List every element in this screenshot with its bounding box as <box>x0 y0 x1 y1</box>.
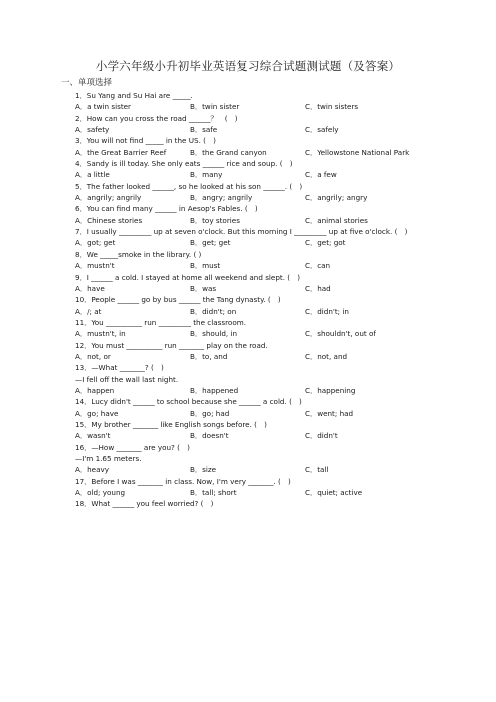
question-text: —What _______? ( ) <box>91 363 164 373</box>
question-number: 6． <box>75 204 87 214</box>
question-text: The father looked ______, so he looked at his son ______. ( ) <box>86 181 303 191</box>
option-c: C．get; got <box>305 238 346 248</box>
option-a: A．/; at <box>75 306 102 316</box>
question-list <box>75 90 435 510</box>
question-line <box>75 158 435 169</box>
option-b: B．should, in <box>190 329 238 339</box>
question-text: Lucy didn't ______ to school because she ______ a cold. ( ) <box>91 397 302 407</box>
options-row <box>75 328 435 339</box>
options-row <box>75 169 435 180</box>
option-c: C．a few <box>305 170 337 180</box>
option-a: A．a little <box>75 170 110 180</box>
question-number: 14． <box>75 397 92 407</box>
question-number: 10． <box>75 295 92 305</box>
option-c: C．angrily; angry <box>305 193 368 203</box>
option-a: A．not, or <box>75 351 111 361</box>
question-text: You __________ run _________ the classroom. <box>91 317 247 327</box>
option-c: C．didn't <box>305 431 338 441</box>
options-row <box>75 351 435 362</box>
question-line <box>75 419 435 430</box>
option-a: A．Chinese stories <box>75 215 143 225</box>
option-c: C．happening <box>305 385 356 395</box>
question-line <box>75 396 435 407</box>
question-line <box>75 135 435 146</box>
options-row <box>75 101 435 112</box>
options-row <box>75 237 435 248</box>
question-number: 16． <box>75 442 92 452</box>
option-c: C．Yellowstone National Park <box>305 147 410 157</box>
question-text: I ______ a cold. I stayed at home all weekend and slept. ( ) <box>86 272 301 282</box>
option-c: C．safely <box>305 125 339 135</box>
options-row <box>75 408 435 419</box>
page-title: 小学六年级小升初毕业英语复习综合试题测试题（及答案） <box>95 59 401 73</box>
question-number: 9． <box>75 272 87 282</box>
question-text: We _____smoke in the library. ( ) <box>86 249 202 259</box>
option-a: A．go; have <box>75 408 119 418</box>
question-text: My brother _______ like English songs before. ( ) <box>91 419 267 429</box>
question-line <box>75 226 435 237</box>
option-a: A．mustn't, in <box>75 329 126 339</box>
question-number: 1． <box>75 91 87 100</box>
question-text: —How _______ are you? ( ) <box>91 442 190 452</box>
option-a: A．angrily; angrily <box>75 193 142 203</box>
question-line <box>75 113 435 124</box>
option-a: A．heavy <box>75 465 109 475</box>
options-row <box>75 464 435 475</box>
question-number: 5． <box>75 181 87 191</box>
option-b: B．go; had <box>190 408 230 418</box>
option-b: B．the Grand canyon <box>190 147 267 157</box>
question-line <box>75 476 435 487</box>
options-row <box>75 260 435 271</box>
option-a: A．old; young <box>75 488 126 498</box>
question-number: 7． <box>75 227 87 237</box>
options-row <box>75 306 435 317</box>
question-line <box>75 249 435 260</box>
question-text: Sandy is ill today. She only eats ______ rice and soup. ( ) <box>86 159 293 169</box>
option-b: B．to, and <box>190 351 228 361</box>
question-line <box>75 317 435 328</box>
option-a: A．the Great Barrier Reef <box>75 147 167 157</box>
option-c: C．didn't; in <box>305 306 349 316</box>
options-row <box>75 487 435 498</box>
option-c: C．quiet; active <box>305 488 363 498</box>
question-line <box>75 498 435 509</box>
question-line <box>75 90 435 101</box>
question-line <box>75 362 435 373</box>
question-line <box>75 181 435 192</box>
dialogue-line: —I fell off the wall last night. <box>75 374 179 384</box>
question-line <box>75 272 435 283</box>
option-b: B．happened <box>190 385 239 395</box>
option-c: C．not, and <box>305 351 348 361</box>
question-text: You must __________ run _______ play on the road. <box>91 340 268 350</box>
question-number: 13． <box>75 363 92 373</box>
options-row <box>75 385 435 396</box>
question-text: Before I was _______ in class. Now, I'm very _______. ( ) <box>91 476 291 486</box>
option-b: B．get; get <box>190 238 231 248</box>
option-c: C．tall <box>305 465 329 475</box>
option-c: C．had <box>305 283 331 293</box>
question-number: 15． <box>75 419 92 429</box>
question-text: Su Yang and Su Hai are _____. <box>86 91 193 100</box>
option-b: B．doesn't <box>190 431 229 441</box>
option-a: A．got; get <box>75 238 116 248</box>
question-text: I usually _________ up at seven o'clock. But this morning I _________ up at five o'clock. ( ) <box>86 227 408 237</box>
question-text: You can find many ______ in Aesop's Fables. ( ) <box>86 204 258 214</box>
dialogue-line: —I'm 1.65 meters. <box>75 454 142 463</box>
section-heading: 一、单项选择 <box>61 78 113 88</box>
option-b: B．safe <box>190 125 218 135</box>
options-row <box>75 192 435 203</box>
option-c: C．twin sisters <box>305 102 359 112</box>
option-b: B．tall; short <box>190 488 237 498</box>
options-row <box>75 283 435 294</box>
question-number: 3． <box>75 136 87 146</box>
question-number: 12． <box>75 340 92 350</box>
option-b: B．was <box>190 283 217 293</box>
options-row <box>75 124 435 135</box>
question-line <box>75 203 435 214</box>
option-b: B．many <box>190 170 223 180</box>
option-a: A．wasn't <box>75 431 111 441</box>
question-number: 8． <box>75 249 87 259</box>
option-a: A．have <box>75 283 105 293</box>
options-row <box>75 215 435 226</box>
option-a: A．a twin sister <box>75 102 132 112</box>
question-text: How can you cross the road ______？ ( ) <box>86 113 238 123</box>
options-row <box>75 430 435 441</box>
option-c: C．shouldn't, out of <box>305 329 376 339</box>
question-text: You will not find _____ in the US. ( ) <box>86 136 216 146</box>
option-b: B．must <box>190 261 221 271</box>
question-line <box>75 442 435 453</box>
question-number: 2． <box>75 113 87 123</box>
option-b: B．size <box>190 465 217 475</box>
question-number: 18． <box>75 499 92 509</box>
question-number: 17． <box>75 476 92 486</box>
option-b: B．angry; angrily <box>190 193 253 203</box>
question-text: People ______ go by bus ______ the Tang dynasty. ( ) <box>91 295 281 305</box>
option-b: B．twin sister <box>190 102 240 112</box>
question-line <box>75 340 435 351</box>
option-a: A．safety <box>75 125 110 135</box>
option-b: B．didn't; on <box>190 306 237 316</box>
option-c: C．went; had <box>305 408 354 418</box>
options-row <box>75 147 435 158</box>
option-c: C．animal stories <box>305 215 368 225</box>
question-line <box>75 294 435 305</box>
question-text: What ______ you feel worried? ( ) <box>91 499 214 509</box>
option-a: A．happen <box>75 385 115 395</box>
option-a: A．mustn't <box>75 261 115 271</box>
question-number: 11． <box>75 317 92 327</box>
option-c: C．can <box>305 261 331 271</box>
question-number: 4． <box>75 159 87 169</box>
option-b: B．toy stories <box>190 215 240 225</box>
